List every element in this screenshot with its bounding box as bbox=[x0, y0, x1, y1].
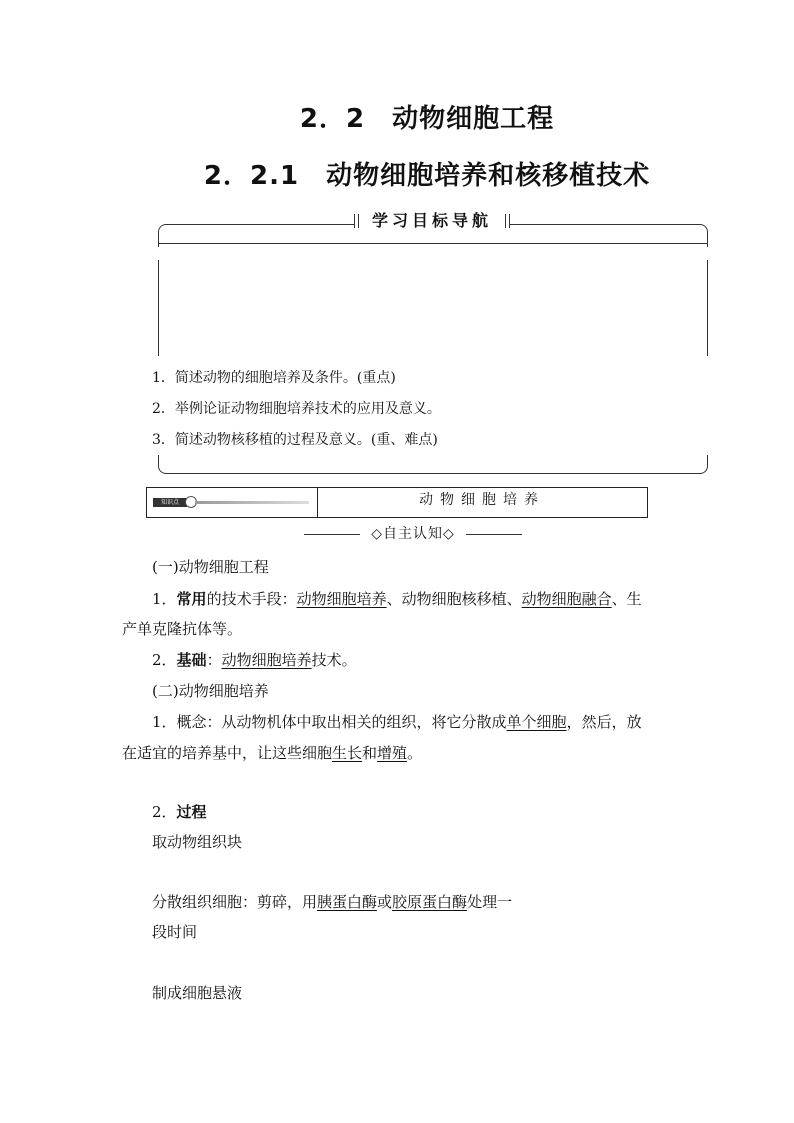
subsection-title: 2．2.1 动物细胞培养和核移植技术 bbox=[203, 161, 651, 191]
frame-left-border bbox=[158, 260, 159, 356]
paragraph-common-techniques bbox=[152, 588, 642, 610]
process-step-3: 制成细胞悬液 bbox=[152, 984, 243, 1002]
text: ，然后，放 bbox=[566, 713, 642, 731]
paragraph-line-continued: 产单克隆抗体等。 bbox=[122, 620, 243, 638]
process-step-2 bbox=[152, 891, 512, 913]
text: 和 bbox=[362, 744, 378, 762]
goal-item: 2．举例论证动物细胞培养技术的应用及意义。 bbox=[152, 401, 441, 417]
process-step-2-continued: 段时间 bbox=[152, 923, 198, 941]
heading-animal-cell-engineering: (一)动物细胞工程 bbox=[152, 558, 269, 576]
learning-goals-label: 学习目标导航 bbox=[354, 210, 510, 232]
bold-term: 过程 bbox=[176, 803, 207, 821]
underlined-answer: 动物细胞培养 bbox=[296, 590, 387, 608]
frame-bottom-border bbox=[158, 455, 708, 474]
text: 、生 bbox=[611, 590, 642, 608]
paragraph-basis bbox=[152, 649, 357, 671]
text: 技术。 bbox=[311, 651, 357, 669]
section-title: 2．2 动物细胞工程 bbox=[299, 104, 555, 134]
frame-top-line bbox=[158, 243, 708, 244]
paragraph-concept bbox=[152, 711, 642, 733]
text: 或 bbox=[377, 893, 393, 911]
text: 、动物细胞核移植、 bbox=[386, 590, 522, 608]
text: 的技术手段： bbox=[206, 590, 297, 608]
underlined-answer: 胰蛋白酶 bbox=[317, 893, 378, 911]
heading-animal-cell-culture: (二)动物细胞培养 bbox=[152, 682, 269, 700]
underlined-answer: 增殖 bbox=[377, 744, 408, 762]
separator-line-right bbox=[466, 534, 522, 535]
bold-term: 基础 bbox=[176, 651, 207, 669]
underlined-answer: 动物细胞培养 bbox=[221, 651, 312, 669]
frame-right-border bbox=[707, 260, 708, 356]
section-header: ◇自主认知◇ bbox=[371, 526, 455, 542]
heading-process bbox=[152, 801, 207, 823]
underlined-answer: 胶原蛋白酶 bbox=[392, 893, 468, 911]
text: 1．概念：从动物机体中取出相关的组织，将它分散成 bbox=[152, 713, 507, 731]
section-separator bbox=[300, 524, 526, 544]
underlined-answer: 动物细胞融合 bbox=[521, 590, 612, 608]
item-number: 2． bbox=[152, 651, 177, 669]
item-number: 1． bbox=[152, 590, 177, 608]
separator-line-left bbox=[304, 534, 360, 535]
knowledge-point-title: 动物细胞培养 bbox=[419, 492, 545, 508]
text: 分散组织细胞：剪碎，用 bbox=[152, 893, 318, 911]
text: 在适宜的培养基中，让这些细胞 bbox=[122, 744, 333, 762]
text: ： bbox=[206, 651, 222, 669]
goal-item: 3．简述动物核移植的过程及意义。(重、难点) bbox=[152, 432, 438, 448]
decorative-bar bbox=[195, 501, 309, 504]
goal-item: 1．简述动物的细胞培养及条件。(重点) bbox=[152, 370, 396, 386]
knowledge-point-box bbox=[146, 487, 648, 518]
underlined-answer: 单个细胞 bbox=[506, 713, 567, 731]
text: 。 bbox=[407, 744, 423, 762]
knowledge-point-tag: 知识点 bbox=[153, 498, 187, 507]
underlined-answer: 生长 bbox=[332, 744, 363, 762]
item-number: 2． bbox=[152, 803, 177, 821]
paragraph-concept-continued bbox=[122, 742, 422, 764]
process-step-1: 取动物组织块 bbox=[152, 833, 243, 851]
bold-term: 常用 bbox=[176, 590, 207, 608]
text: 处理一 bbox=[467, 893, 513, 911]
